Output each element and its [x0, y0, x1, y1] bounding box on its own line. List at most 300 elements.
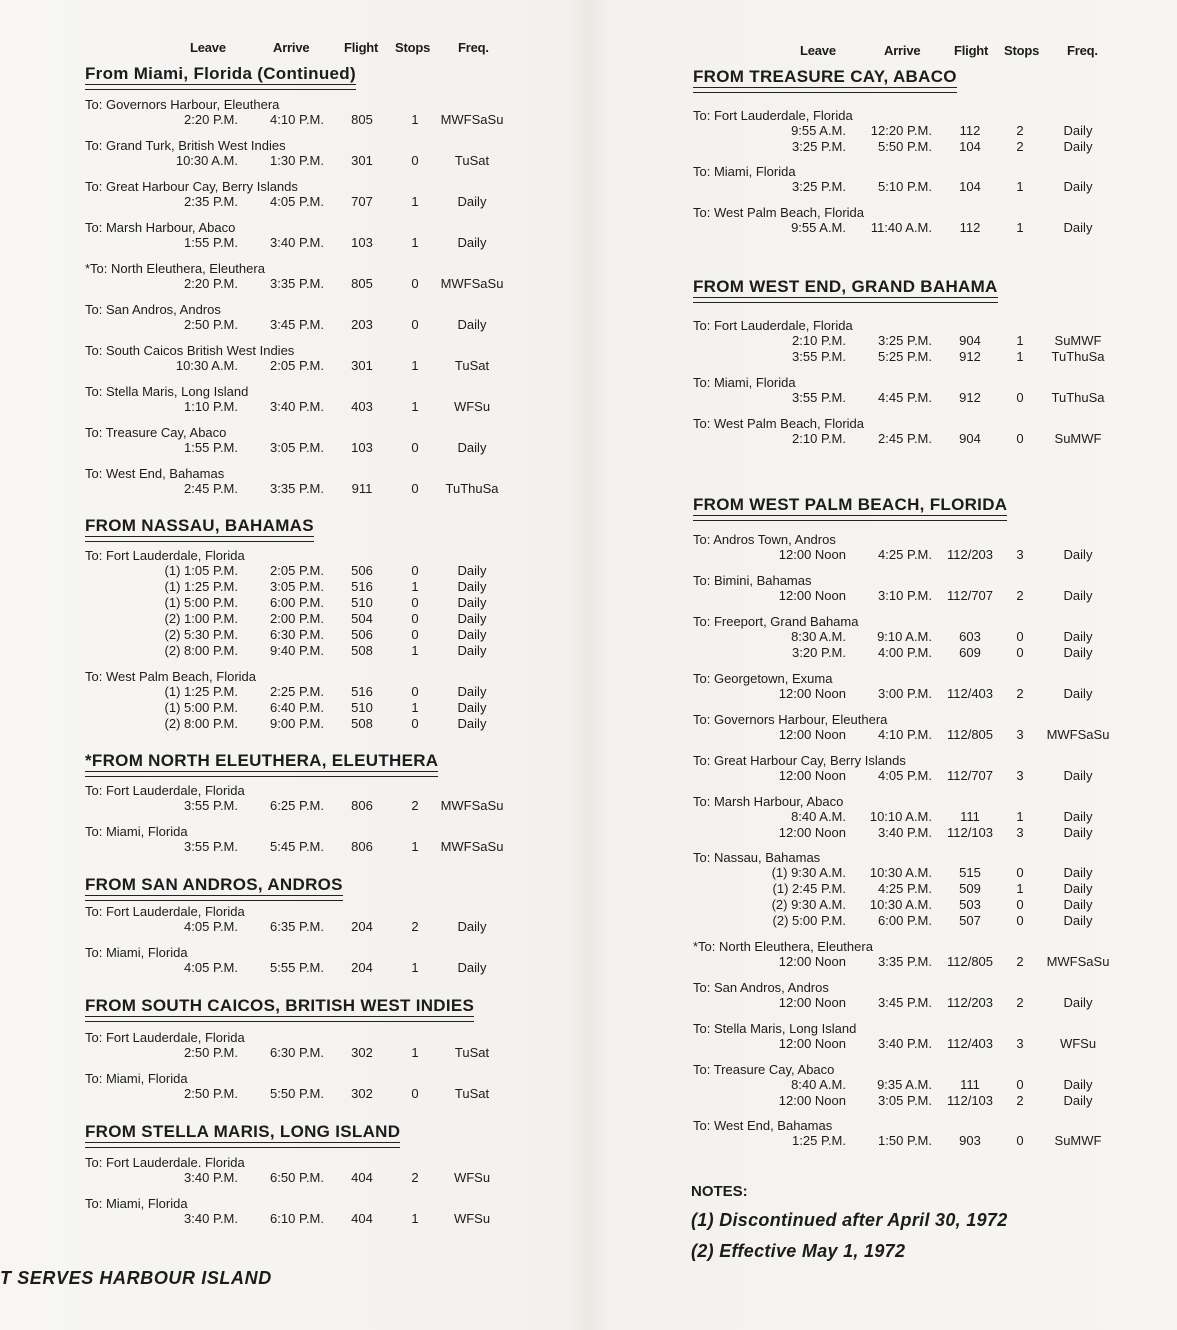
- arrive-time: 4:05 P.M.: [270, 194, 324, 209]
- destination-label: To: Miami, Florida: [85, 945, 188, 960]
- destination-label: To: West End, Bahamas: [693, 1118, 833, 1133]
- frequency: SuMWF: [1054, 431, 1102, 446]
- stops-count: 0: [411, 684, 419, 699]
- arrive-time: 10:30 A.M.: [869, 865, 932, 880]
- col-freq-header: Freq.: [458, 40, 489, 55]
- leave-time: 8:30 A.M.: [791, 629, 846, 644]
- arrive-time: 6:30 P.M.: [270, 627, 324, 642]
- frequency: Daily: [1063, 686, 1093, 701]
- flight-number: 403: [351, 399, 373, 414]
- arrive-time: 3:35 P.M.: [878, 954, 932, 969]
- flight-number: 806: [351, 798, 373, 813]
- leave-time: 9:55 A.M.: [791, 123, 846, 138]
- flight-row: [0, 1133, 1177, 1149]
- notes-block: [691, 1183, 1008, 1262]
- frequency: Daily: [1063, 1093, 1093, 1108]
- leave-time: 3:55 P.M.: [184, 839, 238, 854]
- leave-time: (1) 1:25 P.M.: [164, 579, 238, 594]
- flight-row: [0, 1077, 1177, 1093]
- flight-number: 301: [351, 358, 373, 373]
- col-stops-header: Stops: [1004, 43, 1040, 58]
- frequency: WFSu: [1059, 1036, 1097, 1051]
- flight-row: [0, 897, 1177, 913]
- note-item-2: (2) Effective May 1, 1972: [691, 1241, 906, 1261]
- destination-label: To: Fort Lauderdale, Florida: [693, 108, 853, 123]
- frequency: Daily: [1063, 913, 1093, 928]
- destination-label: To: Freeport, Grand Bahama: [693, 614, 859, 629]
- frequency: MWFSaSu: [440, 276, 504, 291]
- arrive-time: 6:25 P.M.: [270, 798, 324, 813]
- section-title: FROM SAN ANDROS, ANDROS: [85, 875, 343, 901]
- flight-number: 904: [959, 431, 981, 446]
- leave-time: 3:55 P.M.: [792, 349, 846, 364]
- flight-number: 104: [959, 179, 981, 194]
- flight-row: [0, 913, 1177, 929]
- flight-number: 516: [351, 579, 373, 594]
- stops-count: 1: [411, 194, 419, 209]
- leave-time: 3:20 P.M.: [792, 645, 846, 660]
- stops-count: 0: [411, 153, 419, 168]
- arrive-time: 4:10 P.M.: [270, 112, 324, 127]
- leave-time: 12:00 Noon: [778, 1036, 846, 1051]
- leave-time: 4:05 P.M.: [184, 960, 238, 975]
- stops-count: 2: [1016, 995, 1024, 1010]
- destination-label: To: Miami, Florida: [85, 1196, 188, 1211]
- stops-count: 3: [1016, 547, 1024, 562]
- frequency: TuThuSa: [1051, 390, 1105, 405]
- frequency: MWFSaSu: [1046, 727, 1110, 742]
- arrive-time: 6:30 P.M.: [270, 1045, 324, 1060]
- leave-time: 12:00 Noon: [778, 768, 846, 783]
- destination-label: To: South Caicos British West Indies: [85, 343, 295, 358]
- destination-label: To: Bimini, Bahamas: [693, 573, 812, 588]
- stops-count: 2: [1016, 1093, 1024, 1108]
- flight-number: 805: [351, 276, 373, 291]
- leave-time: 12:00 Noon: [778, 588, 846, 603]
- arrive-time: 4:10 P.M.: [878, 727, 932, 742]
- stops-count: 1: [1016, 333, 1024, 348]
- flight-number: 508: [351, 643, 373, 658]
- stops-count: 2: [1016, 139, 1024, 154]
- flight-number: 911: [351, 481, 373, 496]
- destination-label: To: West Palm Beach, Florida: [693, 205, 864, 220]
- frequency: Daily: [1063, 629, 1093, 644]
- flight-row: [0, 431, 1177, 447]
- flight-number: 603: [959, 629, 981, 644]
- flight-number: 515: [959, 865, 981, 880]
- destination-label: To: Governors Harbour, Eleuthera: [85, 97, 280, 112]
- arrive-time: 3:05 P.M.: [270, 579, 324, 594]
- frequency: MWFSaSu: [1046, 954, 1110, 969]
- stops-count: 0: [411, 563, 419, 578]
- destination-label: To: Miami, Florida: [85, 824, 188, 839]
- frequency: Daily: [1063, 220, 1093, 235]
- arrive-time: 5:55 P.M.: [270, 960, 324, 975]
- frequency: Daily: [457, 960, 487, 975]
- flight-row: [0, 588, 1177, 604]
- frequency: Daily: [1063, 809, 1093, 824]
- leave-time: 2:10 P.M.: [792, 431, 846, 446]
- flight-number: 112/103: [946, 1093, 994, 1108]
- col-stops-header: Stops: [395, 40, 431, 55]
- stops-count: 2: [411, 919, 419, 934]
- leave-time: (1) 1:05 P.M.: [164, 563, 238, 578]
- col-arrive-header: Arrive: [884, 43, 921, 58]
- frequency: Daily: [457, 235, 487, 250]
- flight-row: [0, 123, 1177, 139]
- destination-label: To: Stella Maris, Long Island: [85, 384, 249, 399]
- flight-number: 510: [351, 595, 373, 610]
- frequency: TuSat: [454, 153, 490, 168]
- leave-time: (2) 5:30 P.M.: [164, 627, 238, 642]
- arrive-time: 3:40 P.M.: [270, 235, 324, 250]
- frequency: MWFSaSu: [440, 112, 504, 127]
- flight-number: 404: [351, 1211, 373, 1226]
- leave-time: 1:10 P.M.: [184, 399, 238, 414]
- leave-time: 2:20 P.M.: [184, 112, 238, 127]
- arrive-time: 11:40 A.M.: [870, 220, 932, 235]
- destination-label: To: Georgetown, Exuma: [693, 671, 833, 686]
- flight-row: [0, 768, 1177, 784]
- flight-number: 103: [351, 235, 373, 250]
- arrive-time: 9:35 A.M.: [877, 1077, 932, 1092]
- leave-time: 2:20 P.M.: [184, 276, 238, 291]
- arrive-time: 4:25 P.M.: [878, 547, 932, 562]
- stops-count: 1: [411, 960, 419, 975]
- stops-count: 0: [411, 611, 419, 626]
- flight-row: [0, 139, 1177, 155]
- destination-label: To: Governors Harbour, Eleuthera: [693, 712, 888, 727]
- stops-count: 0: [1016, 645, 1024, 660]
- frequency: WFSu: [453, 1211, 491, 1226]
- leave-time: 3:40 P.M.: [184, 1211, 238, 1226]
- stops-count: 1: [411, 358, 419, 373]
- leave-time: 4:05 P.M.: [184, 919, 238, 934]
- flight-number: 503: [959, 897, 981, 912]
- destination-label: To: Nassau, Bahamas: [693, 850, 821, 865]
- flight-number: 112/805: [946, 727, 994, 742]
- section-title: FROM NASSAU, BAHAMAS: [85, 516, 314, 542]
- destination-label: To: Treasure Cay, Abaco: [85, 425, 227, 440]
- flight-number: 111: [960, 809, 980, 824]
- arrive-time: 3:40 P.M.: [270, 399, 324, 414]
- col-flight-header: Flight: [954, 43, 989, 58]
- leave-time: 1:55 P.M.: [184, 440, 238, 455]
- leave-time: (2) 5:00 P.M.: [772, 913, 846, 928]
- stops-count: 0: [411, 1086, 419, 1101]
- flight-number: 112: [959, 123, 981, 138]
- section-title: *FROM NORTH ELEUTHERA, ELEUTHERA: [85, 751, 438, 777]
- stops-count: 0: [1016, 913, 1024, 928]
- flight-row: [0, 865, 1177, 881]
- flight-number: 301: [351, 153, 373, 168]
- flight-row: [0, 809, 1177, 825]
- flight-number: 302: [351, 1086, 373, 1101]
- leave-time: 8:40 A.M.: [791, 809, 846, 824]
- flight-row: [0, 194, 1177, 210]
- section-title: FROM WEST END, GRAND BAHAMA: [693, 277, 998, 303]
- flight-number: 805: [351, 112, 373, 127]
- leave-time: 2:10 P.M.: [792, 333, 846, 348]
- flight-row: [0, 629, 1177, 645]
- arrive-time: 3:10 P.M.: [878, 588, 932, 603]
- stops-count: 0: [1016, 1077, 1024, 1092]
- stops-count: 1: [1016, 809, 1024, 824]
- destination-label: To: Fort Lauderdale, Florida: [693, 318, 853, 333]
- flight-row: [0, 333, 1177, 349]
- leave-time: (1) 1:25 P.M.: [164, 684, 238, 699]
- arrive-time: 6:35 P.M.: [270, 919, 324, 934]
- frequency: Daily: [1063, 881, 1093, 896]
- arrive-time: 2:00 P.M.: [270, 611, 324, 626]
- leave-time: 9:55 A.M.: [791, 220, 846, 235]
- arrive-time: 3:05 P.M.: [878, 1093, 932, 1108]
- destination-label: To: Fort Lauderdale. Florida: [85, 1155, 245, 1170]
- flight-number: 912: [959, 349, 981, 364]
- flight-number: 103: [351, 440, 373, 455]
- frequency: TuThuSa: [445, 481, 499, 496]
- destination-label: To: San Andros, Andros: [85, 302, 221, 317]
- stops-count: 1: [411, 112, 419, 127]
- stops-count: 1: [411, 1045, 419, 1060]
- destination-label: To: West End, Bahamas: [85, 466, 225, 481]
- stops-count: 0: [1016, 1133, 1024, 1148]
- arrive-time: 2:05 P.M.: [270, 358, 324, 373]
- frequency: Daily: [457, 595, 487, 610]
- flight-number: 707: [351, 194, 373, 209]
- leave-time: (1) 9:30 A.M.: [771, 865, 846, 880]
- arrive-time: 6:10 P.M.: [270, 1211, 324, 1226]
- section-title: FROM TREASURE CAY, ABACO: [693, 67, 957, 93]
- leave-time: 12:00 Noon: [778, 825, 846, 840]
- leave-time: (2) 8:00 P.M.: [164, 643, 238, 658]
- destination-label: To: Great Harbour Cay, Berry Islands: [693, 753, 906, 768]
- note-item-1: (1) Discontinued after April 30, 1972: [691, 1210, 1008, 1230]
- stops-count: 0: [411, 440, 419, 455]
- destination-label: To: Grand Turk, British West Indies: [85, 138, 286, 153]
- arrive-time: 3:25 P.M.: [878, 333, 932, 348]
- destination-label: *To: North Eleuthera, Eleuthera: [85, 261, 265, 276]
- arrive-time: 4:25 P.M.: [878, 881, 932, 896]
- arrive-time: 5:25 P.M.: [878, 349, 932, 364]
- stops-count: 3: [1016, 727, 1024, 742]
- flight-row: [0, 1036, 1177, 1052]
- flight-row: [0, 995, 1177, 1011]
- flight-number: 112/707: [946, 768, 994, 783]
- stops-count: 3: [1016, 768, 1024, 783]
- flight-number: 507: [959, 913, 981, 928]
- arrive-time: 2:45 P.M.: [878, 431, 932, 446]
- frequency: Daily: [457, 919, 487, 934]
- frequency: Daily: [1063, 645, 1093, 660]
- frequency: WFSu: [453, 1170, 491, 1185]
- arrive-time: 3:45 P.M.: [878, 995, 932, 1010]
- destination-label: To: Stella Maris, Long Island: [693, 1021, 857, 1036]
- frequency: TuSat: [454, 1086, 490, 1101]
- frequency: Daily: [1063, 139, 1093, 154]
- leave-time: (2) 8:00 P.M.: [164, 716, 238, 731]
- stops-count: 1: [411, 839, 419, 854]
- arrive-time: 5:50 P.M.: [270, 1086, 324, 1101]
- frequency: Daily: [1063, 768, 1093, 783]
- destination-label: *To: North Eleuthera, Eleuthera: [693, 939, 873, 954]
- leave-time: 12:00 Noon: [778, 727, 846, 742]
- leave-time: 1:25 P.M.: [792, 1133, 846, 1148]
- arrive-time: 10:30 A.M.: [869, 897, 932, 912]
- stops-count: 1: [1016, 220, 1024, 235]
- stops-count: 0: [411, 716, 419, 731]
- arrive-time: 3:00 P.M.: [878, 686, 932, 701]
- arrive-time: 9:10 A.M.: [877, 629, 932, 644]
- flight-row: [0, 645, 1177, 661]
- flight-number: 112/203: [946, 995, 994, 1010]
- arrive-time: 5:45 P.M.: [270, 839, 324, 854]
- flight-number: 912: [959, 390, 981, 405]
- flight-number: 609: [959, 645, 981, 660]
- stops-count: 1: [411, 235, 419, 250]
- destination-label: To: Andros Town, Andros: [693, 532, 836, 547]
- leave-time: 3:55 P.M.: [184, 798, 238, 813]
- destination-label: To: Fort Lauderdale, Florida: [85, 904, 245, 919]
- frequency: Daily: [457, 627, 487, 642]
- flight-number: 302: [351, 1045, 373, 1060]
- stops-count: 0: [411, 317, 419, 332]
- leave-time: 2:50 P.M.: [184, 1045, 238, 1060]
- stops-count: 1: [411, 700, 419, 715]
- leave-time: (2) 9:30 A.M.: [771, 897, 846, 912]
- arrive-time: 6:50 P.M.: [270, 1170, 324, 1185]
- arrive-time: 3:40 P.M.: [878, 1036, 932, 1051]
- destination-label: To: West Palm Beach, Florida: [693, 416, 864, 431]
- col-leave-header: Leave: [800, 43, 836, 58]
- frequency: TuSat: [454, 1045, 490, 1060]
- stops-count: 0: [1016, 629, 1024, 644]
- leave-time: 3:55 P.M.: [792, 390, 846, 405]
- destination-label: To: San Andros, Andros: [693, 980, 829, 995]
- stops-count: 2: [411, 798, 419, 813]
- leave-time: 10:30 A.M.: [175, 358, 238, 373]
- leave-time: 12:00 Noon: [778, 995, 846, 1010]
- flight-row: [0, 686, 1177, 702]
- flight-number: 112/403: [946, 1036, 994, 1051]
- arrive-time: 4:05 P.M.: [878, 768, 932, 783]
- frequency: Daily: [457, 317, 487, 332]
- flight-row: [0, 839, 1177, 855]
- flight-row: [0, 153, 1177, 169]
- section-title: FROM STELLA MARIS, LONG ISLAND: [85, 1122, 400, 1148]
- frequency: MWFSaSu: [440, 839, 504, 854]
- section-title: From Miami, Florida (Continued): [85, 64, 356, 90]
- stops-count: 1: [1016, 881, 1024, 896]
- stops-count: 0: [1016, 431, 1024, 446]
- arrive-time: 3:35 P.M.: [270, 276, 324, 291]
- leave-time: (1) 5:00 P.M.: [164, 700, 238, 715]
- flight-number: 104: [959, 139, 981, 154]
- flight-number: 508: [351, 716, 373, 731]
- leave-time: 2:50 P.M.: [184, 1086, 238, 1101]
- flight-number: 111: [960, 1077, 980, 1092]
- stops-count: 3: [1016, 825, 1024, 840]
- stops-count: 0: [411, 276, 419, 291]
- stops-count: 2: [1016, 686, 1024, 701]
- leave-time: 10:30 A.M.: [175, 153, 238, 168]
- destination-label: To: Miami, Florida: [85, 1071, 188, 1086]
- arrive-time: 6:00 P.M.: [270, 595, 324, 610]
- flight-row: [0, 881, 1177, 897]
- frequency: Daily: [1063, 865, 1093, 880]
- frequency: MWFSaSu: [440, 798, 504, 813]
- leave-time: 12:00 Noon: [778, 686, 846, 701]
- flight-number: 204: [351, 960, 373, 975]
- flight-row: [0, 611, 1177, 627]
- flight-row: [0, 825, 1177, 841]
- flight-row: [0, 954, 1177, 970]
- flight-number: 203: [351, 317, 373, 332]
- flight-row: [0, 349, 1177, 365]
- frequency: Daily: [1063, 995, 1093, 1010]
- section-title: FROM WEST PALM BEACH, FLORIDA: [693, 495, 1007, 521]
- frequency: Daily: [457, 700, 487, 715]
- flight-number: 404: [351, 1170, 373, 1185]
- flight-row: [0, 276, 1177, 292]
- arrive-time: 4:45 P.M.: [878, 390, 932, 405]
- leave-time: 3:25 P.M.: [792, 139, 846, 154]
- destination-label: To: Marsh Harbour, Abaco: [85, 220, 236, 235]
- flight-number: 904: [959, 333, 981, 348]
- flight-number: 112/103: [946, 825, 994, 840]
- frequency: Daily: [1063, 1077, 1093, 1092]
- frequency: Daily: [457, 684, 487, 699]
- frequency: Daily: [1063, 547, 1093, 562]
- frequency: Daily: [1063, 123, 1093, 138]
- arrive-time: 3:35 P.M.: [270, 481, 324, 496]
- arrive-time: 3:40 P.M.: [878, 825, 932, 840]
- leave-time: 12:00 Noon: [778, 954, 846, 969]
- flight-number: 506: [351, 627, 373, 642]
- frequency: Daily: [1063, 825, 1093, 840]
- flight-number: 806: [351, 839, 373, 854]
- frequency: Daily: [457, 643, 487, 658]
- arrive-time: 3:05 P.M.: [270, 440, 324, 455]
- arrive-time: 9:40 P.M.: [270, 643, 324, 658]
- leave-time: 8:40 A.M.: [791, 1077, 846, 1092]
- leave-time: (2) 1:00 P.M.: [164, 611, 238, 626]
- frequency: Daily: [1063, 179, 1093, 194]
- destination-label: To: Treasure Cay, Abaco: [693, 1062, 835, 1077]
- col-freq-header: Freq.: [1067, 43, 1098, 58]
- frequency: Daily: [457, 563, 487, 578]
- destination-label: To: Marsh Harbour, Abaco: [693, 794, 844, 809]
- stops-count: 1: [1016, 349, 1024, 364]
- flight-row: [0, 727, 1177, 743]
- destination-label: To: Great Harbour Cay, Berry Islands: [85, 179, 298, 194]
- leave-time: 1:55 P.M.: [184, 235, 238, 250]
- flight-row: [0, 1093, 1177, 1109]
- stops-count: 1: [411, 1211, 419, 1226]
- arrive-time: 4:00 P.M.: [878, 645, 932, 660]
- arrive-time: 1:50 P.M.: [878, 1133, 932, 1148]
- flight-row: [0, 547, 1177, 563]
- leave-time: (1) 5:00 P.M.: [164, 595, 238, 610]
- col-leave-header: Leave: [190, 40, 226, 55]
- stops-count: 1: [411, 579, 419, 594]
- frequency: WFSu: [453, 399, 491, 414]
- frequency: TuSat: [454, 358, 490, 373]
- stops-count: 0: [411, 627, 419, 642]
- destination-label: To: West Palm Beach, Florida: [85, 669, 256, 684]
- frequency: Daily: [457, 611, 487, 626]
- flight-row: [0, 220, 1177, 236]
